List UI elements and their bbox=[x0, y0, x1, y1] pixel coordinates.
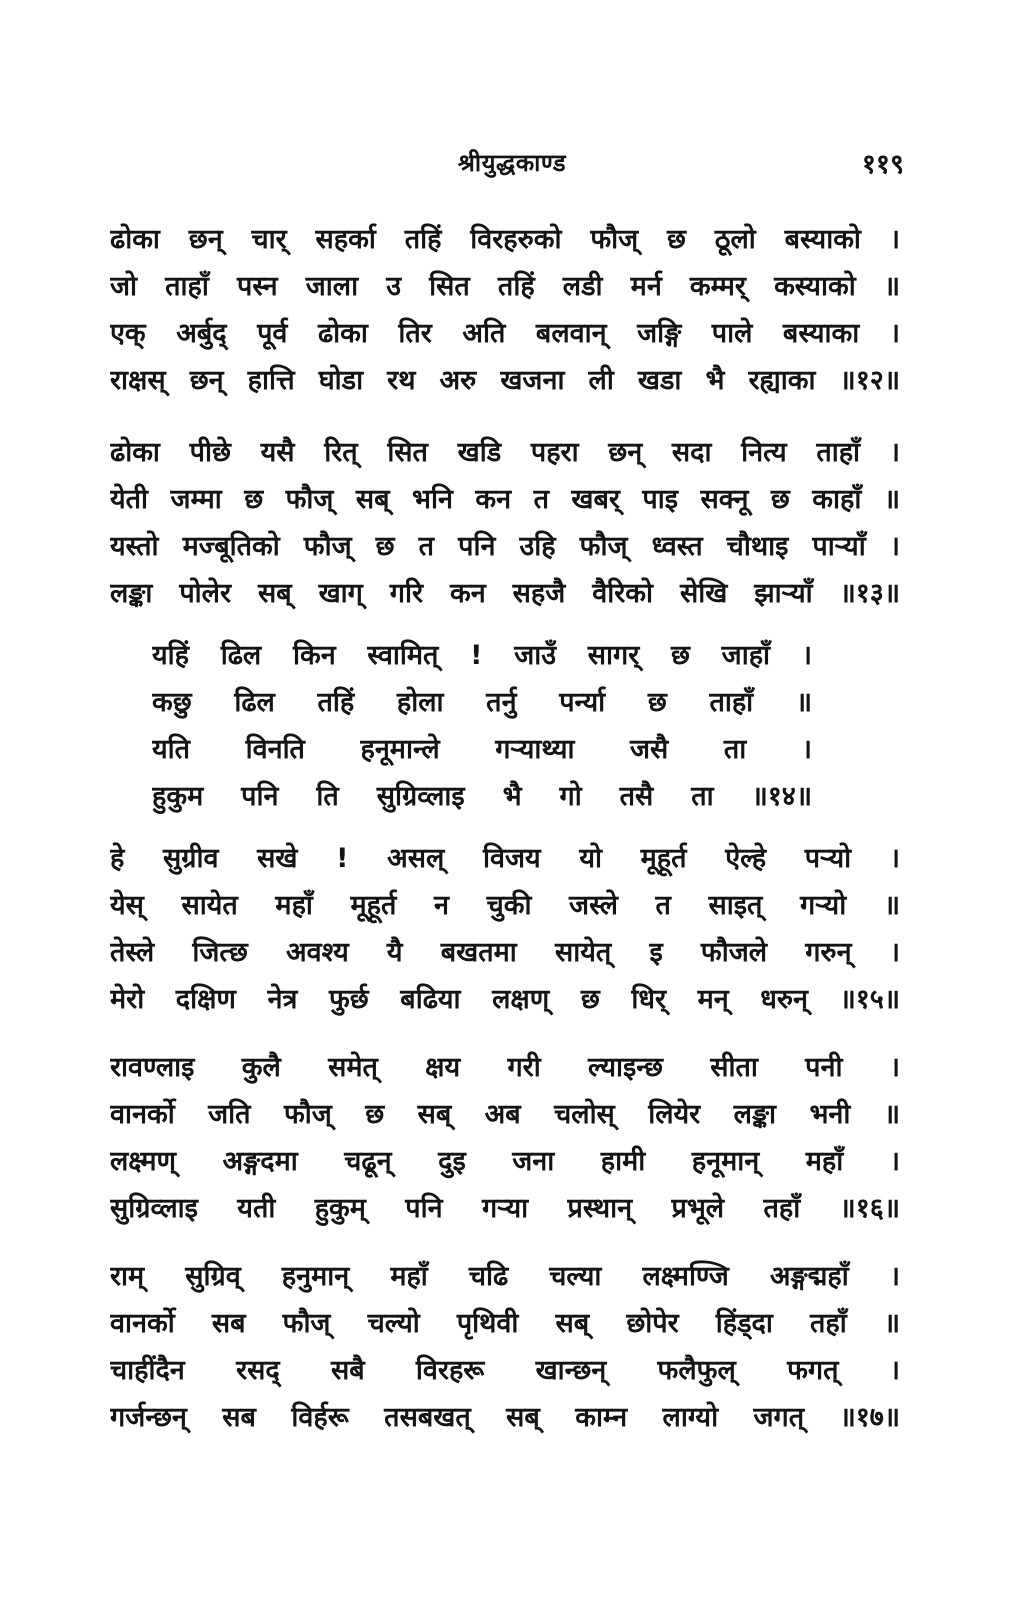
verse-line: सुग्रिव्लाइ यती हुकुम् पनि गर्‍या प्रस्थान् प्रभूले तहाँ ॥१६॥ bbox=[110, 1193, 900, 1224]
verse-line: वानर्को जति फौज् छ सब् अब चलोस् लियेर लङ्का भनी ॥ bbox=[110, 1099, 900, 1130]
verse-line: गर्जन्छन् सब विर्हरू तसबखत् सब् काम्न लाग्यो जगत् ॥१७॥ bbox=[110, 1402, 900, 1433]
verse-line: रावण्लाइ कुलै समेत् क्षय गरी ल्याइन्छ सीता पनी । bbox=[110, 1052, 900, 1083]
verse-line: येस् सायेत महाँ मूहूर्त न चुकी जस्ले त साइत् गर्‍यो ॥ bbox=[110, 890, 900, 921]
verse-line: राम् सुग्रिव् हनुमान् महाँ चढि चल्या लक्ष्मण्जि अङ्गद्महाँ । bbox=[110, 1261, 900, 1292]
verse-line: लक्ष्मण् अङ्गदमा चढून् दुइ जना हामी हनूमान् महाँ । bbox=[110, 1146, 900, 1177]
verse-line: हे सुग्रीव सखे ! असल् विजय यो मूहूर्त ऐल्हे पर्‍यो । bbox=[110, 843, 900, 874]
verse-line: यति विनति हनूमान्ले गर्‍याथ्या जसै ता । bbox=[152, 734, 812, 765]
verse-line: जो ताहाँ पस्न जाला उ सित तहिं लडी मर्न कम्मर् कस्याको ॥ bbox=[110, 271, 900, 302]
verse-line: यस्तो मज्बूतिको फौज् छ त पनि उहि फौज् ध्वस्त चौथाइ पार्‍याँ । bbox=[110, 531, 900, 562]
verse-line: येती जम्मा छ फौज् सब् भनि कन त खबर् पाइ सक्नू छ काहाँ ॥ bbox=[110, 484, 900, 515]
verse-line: हुकुम पनि ति सुग्रिव्लाइ भै गो तसै ता ॥१४॥ bbox=[152, 781, 812, 812]
verse-stanza-15 bbox=[110, 835, 900, 1023]
verse-line: ढोका छन् चार् सहर्का तहिं विरहरुको फौज् छ ठूलो बस्याको । bbox=[110, 224, 900, 255]
verse-stanza-13 bbox=[110, 429, 900, 617]
verse-line: मेरो दक्षिण नेत्र फुर्छ बढिया लक्षण् छ धिर् मन् धरुन् ॥१५॥ bbox=[110, 984, 900, 1015]
verse-line: चाहींदैन रसद् सबै विरहरू खान्छन् फलैफुल् फगत् । bbox=[110, 1355, 900, 1386]
running-header-title: श्रीयुद्धकाण्ड bbox=[457, 149, 567, 177]
verse-line: कछु ढिल तहिं होला तर्नु पर्न्या छ ताहाँ ॥ bbox=[152, 687, 812, 718]
verse-stanza-17 bbox=[110, 1253, 900, 1441]
verse-stanza-16 bbox=[110, 1044, 900, 1232]
verse-line: एक् अर्बुद् पूर्व ढोका तिर अति बलवान् जङ्गि पाले बस्याका । bbox=[110, 318, 900, 349]
verse-line: तेस्ले जित्छ अवश्य यै बखतमा सायेत् इ फौजले गरुन् । bbox=[110, 937, 900, 968]
verse-stanza-14 bbox=[152, 632, 812, 820]
verse-stanza-12 bbox=[110, 216, 900, 404]
verse-line: वानर्को सब फौज् चल्यो पृथिवी सब् छोपेर हिंड्दा तहाँ ॥ bbox=[110, 1308, 900, 1339]
page-number: ११९ bbox=[861, 149, 904, 180]
verse-line: ढोका पीछे यसै रित् सित खडि पहरा छन् सदा नित्य ताहाँ । bbox=[110, 437, 900, 468]
verse-line: लङ्का पोलेर सब् खाग् गरि कन सहजै वैरिको सेखि झार्‍याँ ॥१३॥ bbox=[110, 578, 900, 609]
verse-line: यहिं ढिल किन स्वामित् ! जाउँ सागर् छ जाहाँ । bbox=[152, 640, 812, 671]
verse-line: राक्षस् छन् हात्ति घोडा रथ अरु खजना ली खडा भै रह्याका ॥१२॥ bbox=[110, 365, 900, 396]
